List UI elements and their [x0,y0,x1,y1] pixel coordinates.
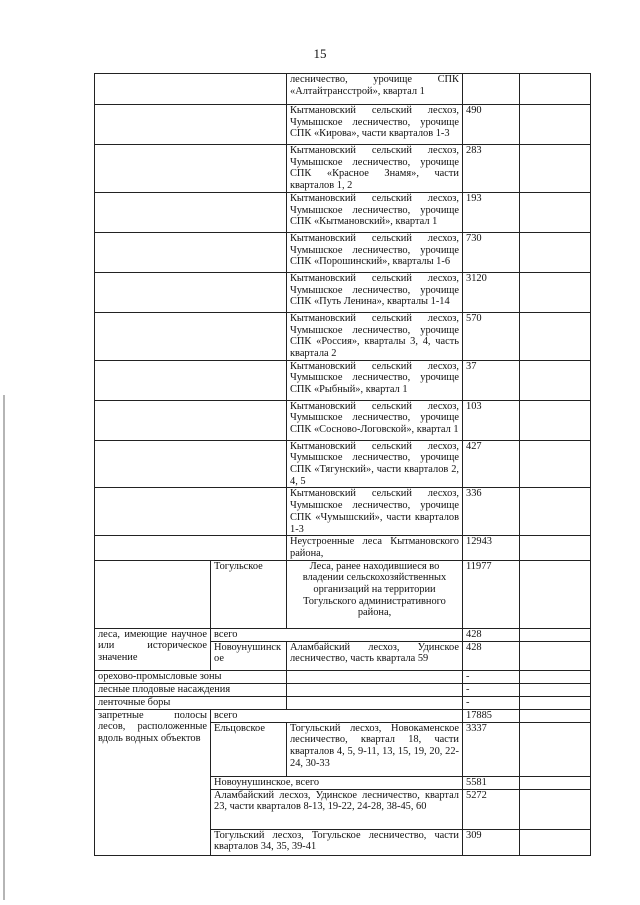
table-row [95,232,591,272]
table-cell: 428 [463,628,520,641]
table-cell [520,440,591,488]
table-cell [520,272,591,312]
table-cell: леса, имеющие научное или историческое значение [95,628,211,670]
table-cell: Кытмановский сельский лесхоз, Чумышское лесничество, урочище СПК «Красное Знамя», части кварталов 1, 2 [287,145,463,193]
table-cell: Кытмановский сельский лесхоз, Чумышское лесничество, урочище СПК «Порошинский», кварталы 1-6 [287,232,463,272]
table-cell: лесные плодовые насаждения [95,683,287,696]
table-cell: 730 [463,232,520,272]
table-row [95,683,591,696]
table-cell: Кытмановский сельский лесхоз, Чумышское лесничество, урочище СПК «Россия», кварталы 3, 4, часть квартала 2 [287,312,463,360]
table-row [95,560,591,628]
table-cell: 5581 [463,776,520,789]
table-cell: Кытмановский сельский лесхоз, Чумышское лесничество, урочище СПК «Сосново-Логовской», квартал 1 [287,400,463,440]
table-cell [520,74,591,105]
table-cell [520,105,591,145]
table-cell: 12943 [463,536,520,560]
table-cell [520,145,591,193]
table-cell: Тогульский лесхоз, Тогульское лесничество, части кварталов 34, 35, 39-41 [211,829,463,855]
table-cell: Кытмановский сельский лесхоз, Чумышское лесничество, урочище СПК «Кытмановский», квартал 1 [287,192,463,232]
table-cell [520,312,591,360]
table-cell [95,74,287,105]
table-cell: - [463,696,520,709]
table-cell [95,192,287,232]
table-cell: Новоунушинское, всего [211,776,463,789]
table-cell: ленточные боры [95,696,287,709]
table-cell: всего [211,628,463,641]
table-cell: - [463,670,520,683]
table-row [95,400,591,440]
table-row [95,709,591,722]
table-row [95,312,591,360]
table-cell: 309 [463,829,520,855]
table-cell: всего [211,709,463,722]
table-cell: 570 [463,312,520,360]
table-cell [520,536,591,560]
table-cell [95,400,287,440]
table-cell [95,560,211,628]
table-cell [520,641,591,670]
table-cell [287,683,463,696]
table-cell: запретные полосы лесов, расположенные вдоль водных объектов [95,709,211,855]
table-cell [520,829,591,855]
table-row [95,105,591,145]
table-cell: Кытмановский сельский лесхоз, Чумышское лесничество, урочище СПК «Рыбный», квартал 1 [287,360,463,400]
table-row [95,74,591,105]
table-cell [95,536,287,560]
table-cell [95,105,287,145]
table-cell [520,789,591,829]
table-cell [95,440,287,488]
table-cell: 3120 [463,272,520,312]
table-cell [95,272,287,312]
table-cell: 428 [463,641,520,670]
scan-edge-line [3,395,5,900]
table-row [95,145,591,193]
table-row [95,488,591,536]
table-cell [520,709,591,722]
table-cell: Аламбайский лесхоз, Удинское лесничество, часть квартала 59 [287,641,463,670]
table-cell [287,670,463,683]
table-cell [520,722,591,776]
table-cell: орехово-промысловые зоны [95,670,287,683]
table-cell: Кытмановский сельский лесхоз, Чумышское лесничество, урочище СПК «Кирова», части кварталов 1-3 [287,105,463,145]
table-cell [520,192,591,232]
table-cell: 5272 [463,789,520,829]
table-cell [95,232,287,272]
table-row [95,670,591,683]
table-cell [520,683,591,696]
table-cell: 336 [463,488,520,536]
table-cell: 490 [463,105,520,145]
table-cell: Аламбайский лесхоз, Удинское лесничество, квартал 23, части кварталов 8-13, 19-22, 24-28, 38-45, 60 [211,789,463,829]
table-cell [520,628,591,641]
table-cell [520,776,591,789]
table-cell: Кытмановский сельский лесхоз, Чумышское лесничество, урочище СПК «Путь Ленина», кварталы 1-14 [287,272,463,312]
table-cell: Кытмановский сельский лесхоз, Чумышское лесничество, урочище СПК «Тягунский», части кварталов 2, 4, 5 [287,440,463,488]
table-cell [463,74,520,105]
table-cell: 17885 [463,709,520,722]
table-cell [520,400,591,440]
table-cell [520,560,591,628]
forest-areas-table [94,73,591,856]
table-cell: Ельцовское [211,722,287,776]
page-number: 15 [313,46,327,61]
table-cell: Леса, ранее находившиеся во владении сельскохозяйственных организаций на территории Тогульского административного района, [287,560,463,628]
table-cell: 193 [463,192,520,232]
table-cell [520,670,591,683]
table-row [95,628,591,641]
table-cell: 11977 [463,560,520,628]
table-row [95,360,591,400]
table-cell: 3337 [463,722,520,776]
table-cell [520,488,591,536]
table-row [95,272,591,312]
table-cell: Новоунушинское [211,641,287,670]
table-cell: лесничество, урочище СПК «Алтайтрансстрой», квартал 1 [287,74,463,105]
table-cell: - [463,683,520,696]
table-cell [95,145,287,193]
table-cell [95,312,287,360]
table-row [95,192,591,232]
table-cell: Тогульское [211,560,287,628]
table-cell [95,488,287,536]
table-cell: 37 [463,360,520,400]
table-cell: Тогульский лесхоз, Новокаменское лесничество, квартал 18, части кварталов 4, 5, 9-11, 13, 15, 19, 20, 22-24, 30-33 [287,722,463,776]
table-cell [520,696,591,709]
table-cell [520,360,591,400]
table-cell: 103 [463,400,520,440]
table-cell [287,696,463,709]
table-cell [95,360,287,400]
table-row [95,536,591,560]
table-cell: 427 [463,440,520,488]
table-cell: Неустроенные леса Кытмановского района, [287,536,463,560]
table-cell [520,232,591,272]
table-row [95,696,591,709]
table-cell: 283 [463,145,520,193]
table-cell: Кытмановский сельский лесхоз, Чумышское лесничество, урочище СПК «Чумышский», части кварталов 1-3 [287,488,463,536]
table-row [95,440,591,488]
